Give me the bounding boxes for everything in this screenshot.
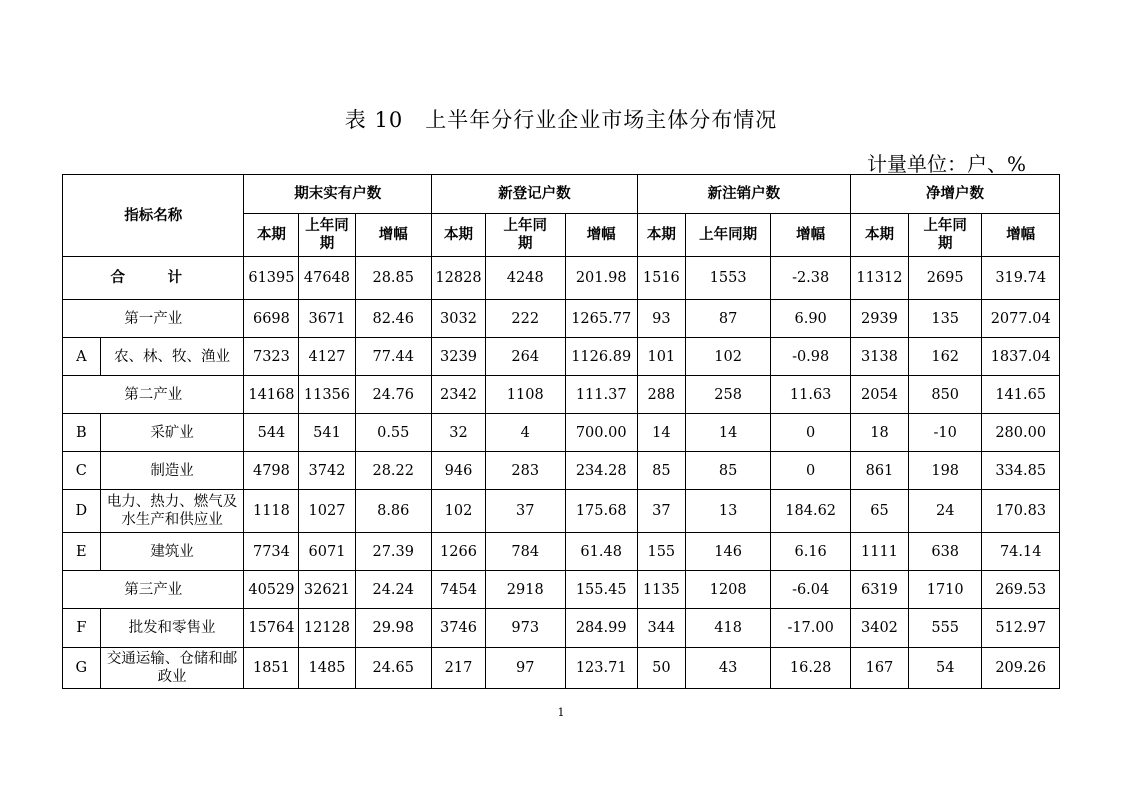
table-cell: 135 bbox=[909, 300, 982, 338]
table-cell: 82.46 bbox=[355, 300, 431, 338]
sub-header: 增幅 bbox=[771, 214, 851, 257]
table-cell: 1126.89 bbox=[565, 338, 637, 376]
table-cell: 14 bbox=[685, 414, 771, 452]
table-cell: 1118 bbox=[244, 490, 299, 533]
table-cell: 13 bbox=[685, 490, 771, 533]
table-cell: 175.68 bbox=[565, 490, 637, 533]
table-cell: 1851 bbox=[244, 648, 299, 689]
table-cell: 111.37 bbox=[565, 376, 637, 414]
table-cell: 6071 bbox=[299, 533, 355, 571]
table-row bbox=[63, 414, 1060, 452]
table-cell: 7454 bbox=[431, 571, 485, 609]
sub-header: 上年同期 bbox=[685, 214, 771, 257]
table-cell: 146 bbox=[685, 533, 771, 571]
row-code: D bbox=[63, 490, 101, 533]
table-cell: 155 bbox=[637, 533, 685, 571]
table-cell: 85 bbox=[637, 452, 685, 490]
table-cell: 61395 bbox=[244, 257, 299, 300]
table-cell: 319.74 bbox=[982, 257, 1060, 300]
table-cell: 555 bbox=[909, 609, 982, 648]
table-cell: 4127 bbox=[299, 338, 355, 376]
sub-header: 增幅 bbox=[982, 214, 1060, 257]
table-cell: 3402 bbox=[850, 609, 908, 648]
table-cell: 7734 bbox=[244, 533, 299, 571]
table-cell: 861 bbox=[850, 452, 908, 490]
table-cell: 32 bbox=[431, 414, 485, 452]
table-cell: 77.44 bbox=[355, 338, 431, 376]
table-cell: 167 bbox=[850, 648, 908, 689]
row-name: 农、林、牧、渔业 bbox=[100, 338, 244, 376]
table-cell: 24.24 bbox=[355, 571, 431, 609]
table-cell: 269.53 bbox=[982, 571, 1060, 609]
sector-label: 第一产业 bbox=[63, 300, 244, 338]
table-cell: 264 bbox=[486, 338, 566, 376]
table-cell: 54 bbox=[909, 648, 982, 689]
group-header: 期末实有户数 bbox=[244, 175, 432, 214]
table-cell: 700.00 bbox=[565, 414, 637, 452]
row-name: 电力、热力、燃气及水生产和供应业 bbox=[100, 490, 244, 533]
group-header: 新注销户数 bbox=[637, 175, 850, 214]
table-cell: 28.85 bbox=[355, 257, 431, 300]
table-row bbox=[63, 490, 1060, 533]
sub-header-wrapped: 上年同 期 bbox=[909, 214, 982, 257]
table-cell: 4248 bbox=[486, 257, 566, 300]
table-cell: 3032 bbox=[431, 300, 485, 338]
table-cell: 4798 bbox=[244, 452, 299, 490]
table-cell: 217 bbox=[431, 648, 485, 689]
table-cell: 201.98 bbox=[565, 257, 637, 300]
table-cell: 50 bbox=[637, 648, 685, 689]
table-cell: 850 bbox=[909, 376, 982, 414]
row-code: A bbox=[63, 338, 101, 376]
table-cell: 1108 bbox=[486, 376, 566, 414]
table-row bbox=[63, 300, 1060, 338]
table-cell: 28.22 bbox=[355, 452, 431, 490]
sub-header: 本期 bbox=[637, 214, 685, 257]
table-cell: 7323 bbox=[244, 338, 299, 376]
table-cell: 234.28 bbox=[565, 452, 637, 490]
table-row bbox=[63, 376, 1060, 414]
sector-label: 第二产业 bbox=[63, 376, 244, 414]
sub-header: 本期 bbox=[244, 214, 299, 257]
table-cell: 418 bbox=[685, 609, 771, 648]
table-cell: 155.45 bbox=[565, 571, 637, 609]
row-name: 建筑业 bbox=[100, 533, 244, 571]
table-cell: 24 bbox=[909, 490, 982, 533]
table-cell: 11312 bbox=[850, 257, 908, 300]
table-row bbox=[63, 257, 1060, 300]
table-cell: 973 bbox=[486, 609, 566, 648]
table-cell: 18 bbox=[850, 414, 908, 452]
sector-label: 第三产业 bbox=[63, 571, 244, 609]
table-cell: 0 bbox=[771, 452, 851, 490]
table-cell: 37 bbox=[486, 490, 566, 533]
table-row bbox=[63, 452, 1060, 490]
table-cell: 1485 bbox=[299, 648, 355, 689]
table-cell: 2695 bbox=[909, 257, 982, 300]
table-row bbox=[63, 338, 1060, 376]
table-cell: 2077.04 bbox=[982, 300, 1060, 338]
table-cell: 15764 bbox=[244, 609, 299, 648]
table-cell: 141.65 bbox=[982, 376, 1060, 414]
industry-table bbox=[62, 174, 1060, 689]
table-cell: 11.63 bbox=[771, 376, 851, 414]
table-cell: 198 bbox=[909, 452, 982, 490]
table-cell: 1265.77 bbox=[565, 300, 637, 338]
table-title: 表 10 上半年分行业企业市场主体分布情况 bbox=[344, 108, 778, 132]
table-cell: 512.97 bbox=[982, 609, 1060, 648]
table-cell: 784 bbox=[486, 533, 566, 571]
group-header: 净增户数 bbox=[850, 175, 1059, 214]
table-cell: 1111 bbox=[850, 533, 908, 571]
unit-label: 计量单位：户、% bbox=[866, 152, 1026, 176]
table-cell: 1135 bbox=[637, 571, 685, 609]
table-cell: 334.85 bbox=[982, 452, 1060, 490]
table-cell: 14168 bbox=[244, 376, 299, 414]
table-cell: 43 bbox=[685, 648, 771, 689]
table-cell: 1516 bbox=[637, 257, 685, 300]
table-cell: 101 bbox=[637, 338, 685, 376]
table-row bbox=[63, 648, 1060, 689]
table-cell: 87 bbox=[685, 300, 771, 338]
table-cell: 162 bbox=[909, 338, 982, 376]
table-cell: 32621 bbox=[299, 571, 355, 609]
table-cell: 11356 bbox=[299, 376, 355, 414]
table-cell: 2939 bbox=[850, 300, 908, 338]
table-cell: 0.55 bbox=[355, 414, 431, 452]
row-code: C bbox=[63, 452, 101, 490]
sub-header: 增幅 bbox=[355, 214, 431, 257]
table-cell: 541 bbox=[299, 414, 355, 452]
table-cell: 27.39 bbox=[355, 533, 431, 571]
table-cell: 222 bbox=[486, 300, 566, 338]
table-cell: 544 bbox=[244, 414, 299, 452]
table-cell: 6319 bbox=[850, 571, 908, 609]
sub-header-wrapped: 上年同 期 bbox=[486, 214, 566, 257]
table-cell: -17.00 bbox=[771, 609, 851, 648]
table-cell: 1553 bbox=[685, 257, 771, 300]
table-cell: -2.38 bbox=[771, 257, 851, 300]
header-row-1 bbox=[63, 175, 1060, 214]
row-code: B bbox=[63, 414, 101, 452]
row-name: 交通运输、仓储和邮政业 bbox=[100, 648, 244, 689]
table-cell: 2918 bbox=[486, 571, 566, 609]
table-cell: 6.90 bbox=[771, 300, 851, 338]
table-cell: 2054 bbox=[850, 376, 908, 414]
table-row bbox=[63, 609, 1060, 648]
table-cell: 29.98 bbox=[355, 609, 431, 648]
table-cell: 4 bbox=[486, 414, 566, 452]
table-cell: 24.76 bbox=[355, 376, 431, 414]
table-cell: 2342 bbox=[431, 376, 485, 414]
table-cell: 3138 bbox=[850, 338, 908, 376]
row-name: 批发和零售业 bbox=[100, 609, 244, 648]
table-cell: 1208 bbox=[685, 571, 771, 609]
indicator-header: 指标名称 bbox=[63, 175, 244, 257]
table-cell: 0 bbox=[771, 414, 851, 452]
table-cell: 284.99 bbox=[565, 609, 637, 648]
table-cell: 3746 bbox=[431, 609, 485, 648]
table-cell: 24.65 bbox=[355, 648, 431, 689]
table-cell: 12828 bbox=[431, 257, 485, 300]
table-cell: 8.86 bbox=[355, 490, 431, 533]
table-cell: 6698 bbox=[244, 300, 299, 338]
table-cell: 37 bbox=[637, 490, 685, 533]
table-cell: 280.00 bbox=[982, 414, 1060, 452]
table-cell: 65 bbox=[850, 490, 908, 533]
table-cell: 1837.04 bbox=[982, 338, 1060, 376]
sub-header-wrapped: 上年同 期 bbox=[299, 214, 355, 257]
table-cell: 1266 bbox=[431, 533, 485, 571]
table-cell: 102 bbox=[685, 338, 771, 376]
table-cell: 93 bbox=[637, 300, 685, 338]
page-number: 1 bbox=[557, 706, 565, 719]
table-cell: 3742 bbox=[299, 452, 355, 490]
row-name: 采矿业 bbox=[100, 414, 244, 452]
table-cell: 12128 bbox=[299, 609, 355, 648]
sub-header: 本期 bbox=[431, 214, 485, 257]
row-code: G bbox=[63, 648, 101, 689]
table-cell: 6.16 bbox=[771, 533, 851, 571]
table-cell: 209.26 bbox=[982, 648, 1060, 689]
table-cell: 1027 bbox=[299, 490, 355, 533]
table-row bbox=[63, 571, 1060, 609]
table-cell: 3671 bbox=[299, 300, 355, 338]
table-cell: 344 bbox=[637, 609, 685, 648]
group-header: 新登记户数 bbox=[431, 175, 637, 214]
table-cell: 16.28 bbox=[771, 648, 851, 689]
table-cell: 47648 bbox=[299, 257, 355, 300]
table-cell: 97 bbox=[486, 648, 566, 689]
table-cell: 258 bbox=[685, 376, 771, 414]
table-cell: 61.48 bbox=[565, 533, 637, 571]
total-label: 合 计 bbox=[63, 257, 244, 300]
table-row bbox=[63, 533, 1060, 571]
row-code: E bbox=[63, 533, 101, 571]
table-cell: 123.71 bbox=[565, 648, 637, 689]
table-cell: 638 bbox=[909, 533, 982, 571]
table-cell: 1710 bbox=[909, 571, 982, 609]
table-cell: 283 bbox=[486, 452, 566, 490]
table-cell: 170.83 bbox=[982, 490, 1060, 533]
table-cell: 14 bbox=[637, 414, 685, 452]
table-cell: -6.04 bbox=[771, 571, 851, 609]
sub-header: 增幅 bbox=[565, 214, 637, 257]
sub-header: 本期 bbox=[850, 214, 908, 257]
table-cell: 85 bbox=[685, 452, 771, 490]
row-name: 制造业 bbox=[100, 452, 244, 490]
table-cell: 184.62 bbox=[771, 490, 851, 533]
table-cell: -10 bbox=[909, 414, 982, 452]
table-cell: 288 bbox=[637, 376, 685, 414]
table-cell: 946 bbox=[431, 452, 485, 490]
table-cell: 102 bbox=[431, 490, 485, 533]
table-cell: -0.98 bbox=[771, 338, 851, 376]
row-code: F bbox=[63, 609, 101, 648]
table-cell: 3239 bbox=[431, 338, 485, 376]
table-cell: 40529 bbox=[244, 571, 299, 609]
table-cell: 74.14 bbox=[982, 533, 1060, 571]
